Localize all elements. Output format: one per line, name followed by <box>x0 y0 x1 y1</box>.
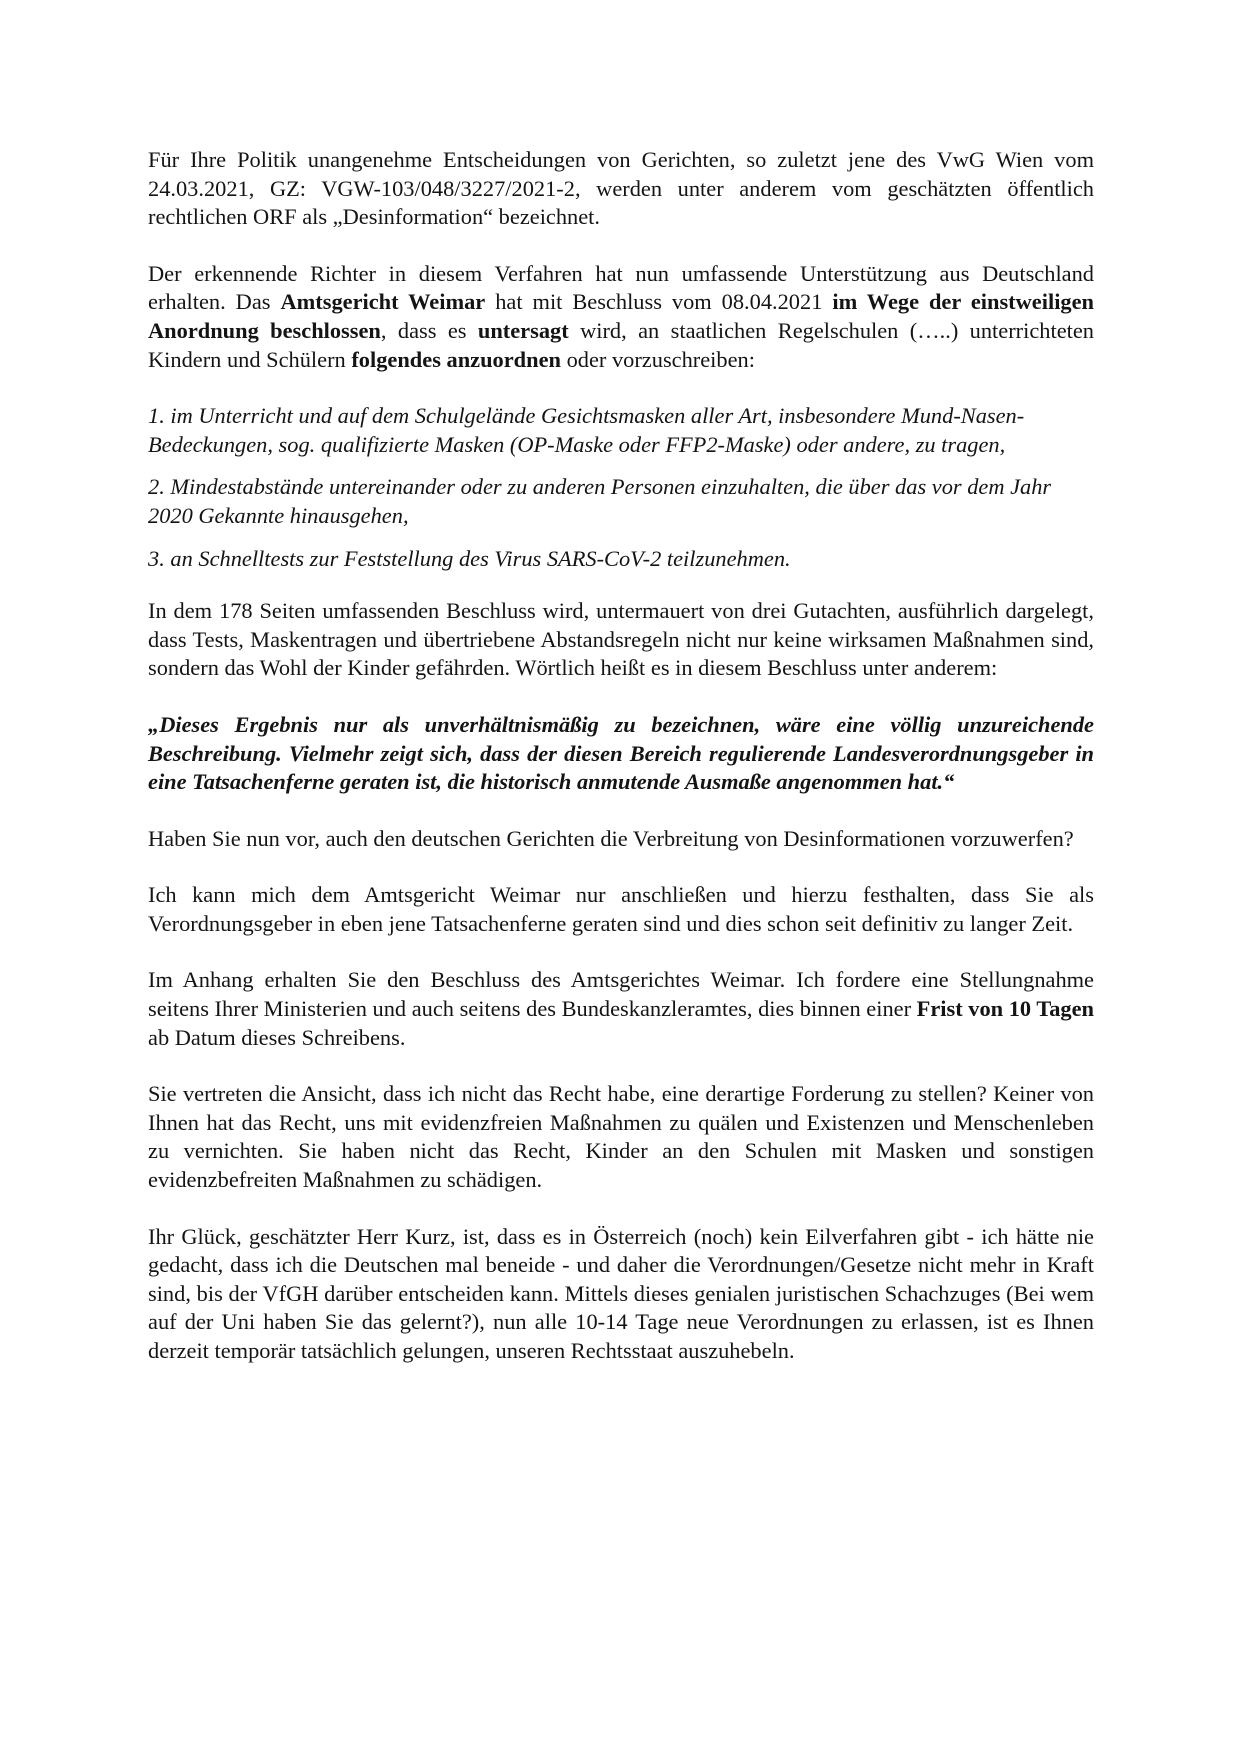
paragraph-court-decisions: Für Ihre Politik unangenehme Entscheidungen von Gerichten, so zuletzt jene des VwG Wien vom 24.03.2021, GZ: VGW-103/048/3227/2021-2, werden unter anderem vom geschätzten öffentlich rechtlichen ORF als „Desinformation“ bezeichnet. <box>148 147 1094 230</box>
text-span: hat mit Beschluss vom 08.04.2021 <box>485 289 833 315</box>
bold-amtsgericht: Amtsgericht Weimar <box>280 289 486 315</box>
text-span: Im Anhang erhalten Sie den Beschluss des Amtsgerichtes Weimar. Ich fordere eine Stellungnahme seitens Ihrer Ministerien und auch seitens des Bundeskanzleramtes, dies binnen einer <box>148 967 1094 1022</box>
paragraph-agreement: Ich kann mich dem Amtsgericht Weimar nur anschließen und hierzu festhalten, dass Sie als Verordnungsgeber in eben jene Tatsachenferne geraten sind und dies schon seit definitiv zu langer Zeit. <box>148 882 1094 936</box>
paragraph-rights: Sie vertreten die Ansicht, dass ich nicht das Recht habe, eine derartige Forderung zu stellen? Keiner von Ihnen hat das Recht, uns mit evidenzfreien Maßnahmen zu quälen und Existenzen und Menschenleben zu vernichten. Sie haben nicht das Recht, Kinder an den Schulen mit Masken und sonstigen evidenzbefreiten Maßnahmen zu schädigen. <box>148 1081 1094 1193</box>
paragraph-weimar-ruling <box>148 260 1094 374</box>
text-span: , dass es <box>380 317 478 343</box>
text-span: ab Datum dieses Schreibens. <box>148 1024 406 1050</box>
text-span: oder vorzuschreiben: <box>560 346 755 372</box>
list-item-tests: 3. an Schnelltests zur Feststellung des Virus SARS-CoV-2 teilzunehmen. <box>148 545 791 571</box>
list-item-distances: 2. Mindestabstände untereinander oder zu anderen Personen einzuhalten, die über das vor dem Jahr 2020 Gekannte hinausgehen, <box>148 474 1052 528</box>
quote-ruling: „Dieses Ergebnis nur als unverhältnismäßig zu bezeichnen, wäre eine völlig unzureichende Beschreibung. Vielmehr zeigt sich, dass der diesen Bereich regulierende Landesverordnungsgeber in eine Tatsachenferne geraten ist, die historisch anmutende Ausmaße angenommen hat.“ <box>148 711 1094 795</box>
paragraph-178-pages: In dem 178 Seiten umfassenden Beschluss wird, untermauert von drei Gutachten, ausführlich dargelegt, dass Tests, Maskentragen und übertriebene Abstandsregeln nicht nur keine wirksamen Maßnahmen sind, sondern das Wohl der Kinder gefährden. Wörtlich heißt es in diesem Beschluss unter anderem: <box>148 598 1094 681</box>
list-item-masks: 1. im Unterricht und auf dem Schulgelände Gesichtsmasken aller Art, insbesondere Mund-Nasen-Bedeckungen, sog. qualifizierte Masken (OP-Maske oder FFP2-Maske) oder andere, zu tragen, <box>148 403 1025 457</box>
text-span: wird, an staatlichen Regelschulen (…..) unterrichteten Kindern und Schülern <box>148 317 1094 372</box>
paragraph-question: Haben Sie nun vor, auch den deutschen Gerichten die Verbreitung von Desinformationen vorzuwerfen? <box>148 825 1074 851</box>
bold-einstweilige-anordnung: im Wege der einstweiligen Anordnung beschlossen <box>148 289 1094 343</box>
bold-untersagt: untersagt <box>477 317 569 343</box>
paragraph-kurz: Ihr Glück, geschätzter Herr Kurz, ist, dass es in Österreich (noch) kein Eilverfahren gibt - ich hätte nie gedacht, dass ich die Deutschen mal beneide - und daher die Verordnungen/Gesetze nicht mehr in Kraft sind, bis der VfGH darüber entscheiden kann. Mittels dieses genialen juristischen Schachzuges (Bei wem auf der Uni haben Sie das gelernt?), nun alle 10-14 Tage neue Verordnungen zu erlassen, ist es Ihnen derzeit temporär tatsächlich gelungen, unseren Rechtsstaat auszuhebeln. <box>148 1223 1094 1363</box>
paragraph-demand <box>148 966 1094 1052</box>
bold-folgendes-anzuordnen: folgendes anzuordnen <box>351 346 561 372</box>
text-span: Der erkennende Richter in diesem Verfahren hat nun umfassende Unterstützung aus Deutschland erhalten. Das <box>148 260 1094 315</box>
letter-body <box>148 146 1094 1366</box>
bold-frist: Frist von 10 Tagen <box>916 996 1094 1022</box>
